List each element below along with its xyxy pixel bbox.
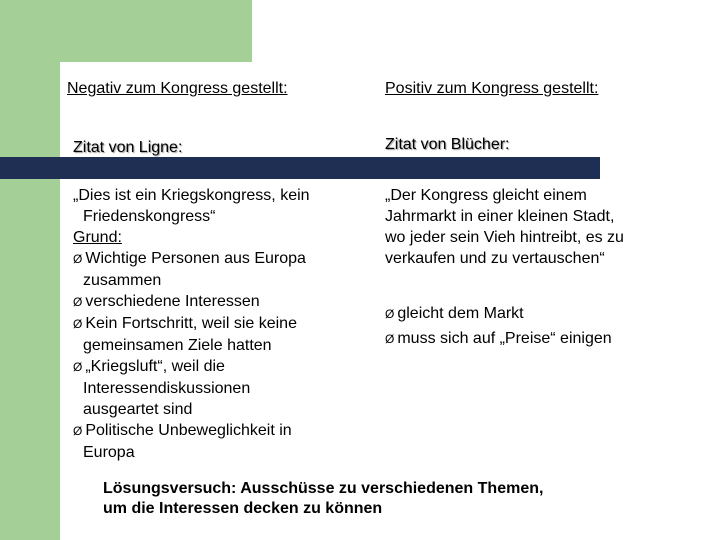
- list-item: Ø Wichtige Personen aus Europa: [73, 250, 306, 267]
- list-item-cont: Europa: [83, 444, 135, 461]
- reason-label: Grund:: [73, 229, 122, 246]
- arrow-bullet-icon: Ø: [73, 360, 83, 374]
- list-item: Ø „Kriegsluft“, weil die: [73, 358, 225, 375]
- left-accent-bar: [0, 0, 60, 540]
- list-item-cont: ausgeartet sind: [83, 401, 193, 418]
- bluecher-quote-line: „Der Kongress gleicht einem: [385, 187, 587, 204]
- list-item: Ø Kein Fortschritt, weil sie keine: [73, 315, 297, 332]
- ligne-quote-line: „Dies ist ein Kriegskongress, kein: [73, 187, 310, 204]
- solution-line: Lösungsversuch: Ausschüsse zu verschiedenen Themen,: [103, 480, 544, 497]
- bluecher-quote-line: Jahrmarkt in einer kleinen Stadt,: [385, 208, 615, 225]
- arrow-bullet-icon: Ø: [385, 307, 395, 321]
- positive-heading: Positiv zum Kongress gestellt:: [385, 80, 599, 97]
- solution-text: [103, 479, 663, 519]
- arrow-bullet-icon: Ø: [73, 295, 83, 309]
- bluecher-quote-line: verkaufen und zu vertauschen“: [385, 250, 605, 267]
- bluecher-quote-line: wo jeder sein Vieh hintreibt, es zu: [385, 229, 624, 246]
- list-item: Ø muss sich auf „Preise“ einigen: [385, 330, 612, 347]
- divider-bar: [0, 157, 600, 179]
- list-item: Ø Politische Unbeweglichkeit in: [73, 422, 292, 439]
- top-accent-block: [60, 0, 252, 62]
- arrow-bullet-icon: Ø: [385, 332, 395, 346]
- list-item: Ø gleicht dem Markt: [385, 305, 524, 322]
- list-item: Ø verschiedene Interessen: [73, 293, 260, 310]
- ligne-quote-label: Zitat von Ligne:: [73, 139, 183, 156]
- solution-line: um die Interessen decken zu können: [103, 500, 383, 517]
- negative-column: [73, 185, 310, 463]
- list-item-cont: zusammen: [83, 272, 162, 289]
- list-item-cont: Interessendiskussionen: [83, 380, 251, 397]
- bluecher-quote-label: Zitat von Blücher:: [385, 136, 510, 153]
- arrow-bullet-icon: Ø: [73, 252, 83, 266]
- arrow-bullet-icon: Ø: [73, 424, 83, 438]
- list-item-cont: gemeinsamen Ziele hatten: [83, 337, 272, 354]
- ligne-quote-line: Friedenskongress“: [83, 208, 216, 225]
- positive-column: [385, 185, 624, 269]
- positive-bullets: [385, 303, 612, 350]
- negative-heading: Negativ zum Kongress gestellt:: [67, 80, 288, 97]
- arrow-bullet-icon: Ø: [73, 317, 83, 331]
